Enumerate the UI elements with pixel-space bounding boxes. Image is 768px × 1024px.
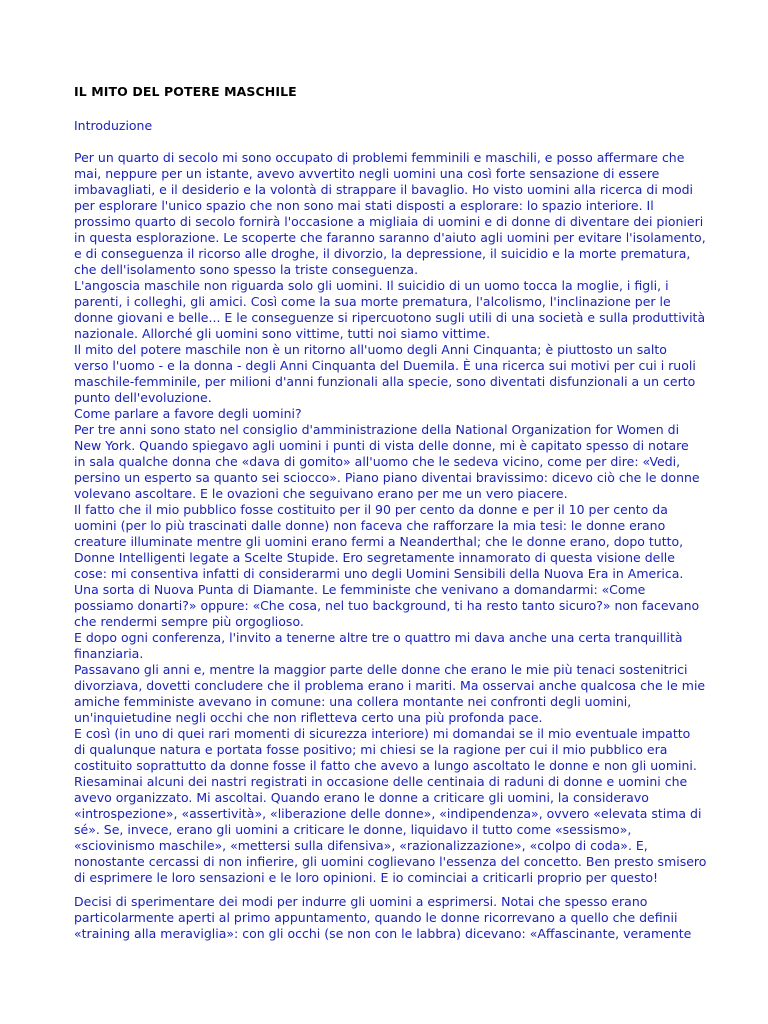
text-line: un'inquietudine negli occhi che non rifletteva certo una più profonda pace. — [74, 710, 543, 725]
text-line: maschile-femminile, per milioni d'anni funzionali alla specie, sono diventati disfunzionali a un certo — [74, 374, 696, 389]
text-line: per esplorare l'unico spazio che non sono mai stati disposti a esplorare: lo spazio interiore. Il — [74, 198, 654, 213]
text-line: amiche femministe avevano in comune: una collera montante nei confronti degli uomini, — [74, 694, 632, 709]
text-line: Il mito del potere maschile non è un ritorno all'uomo degli Anni Cinquanta; è piuttosto un salto — [74, 342, 667, 357]
text-line: L'angoscia maschile non riguarda solo gli uomini. Il suicidio di un uomo tocca la moglie, i figli, i — [74, 278, 669, 293]
text-line: «training alla meraviglia»: con gli occhi (se non con le labbra) dicevano: «Affascinante, veramente — [74, 926, 692, 941]
text-line: di esprimere le loro sensazioni e le loro opinioni. E io cominciai a criticarli proprio per questo! — [74, 870, 659, 885]
text-line: E così (in uno di quei rari momenti di sicurezza interiore) mi domandai se il mio eventuale impatto — [74, 726, 691, 741]
text-line: prossimo quarto di secolo fornirà l'occasione a migliaia di uomini e di donne di diventare dei pionieri — [74, 214, 704, 229]
text-line: mai, neppure per un istante, avevo avvertito negli uomini una così forte sensazione di essere — [74, 166, 660, 181]
text-line: imbavagliati, e il desiderio e la volontà di strappare il bavaglio. Ho visto uomini alla ricerca di modi — [74, 182, 693, 197]
text-line: «introspezione», «assertività», «liberazione delle donne», «indipendenza», ovvero «elevata stima di — [74, 806, 702, 821]
text-line: uomini (per lo più trascinati dalle donne) non faceva che rafforzare la mia tesi: le donne erano — [74, 518, 666, 533]
text-line: Passavano gli anni e, mentre la maggior parte delle donne che erano le mie più tenaci sostenitrici — [74, 662, 688, 677]
text-line: E dopo ogni conferenza, l'invito a tenerne altre tre o quattro mi dava anche una certa tranquillità — [74, 630, 683, 645]
closing-paragraph — [74, 894, 696, 942]
text-line: Il fatto che il mio pubblico fosse costituito per il 90 per cento da donne e per il 10 per cento da — [74, 502, 668, 517]
text-line: costituito soprattutto da donne fosse il fatto che avevo a lungo ascoltato le donne e non gli uomini. — [74, 758, 697, 773]
text-line: e di conseguenza il ricorso alle droghe, il divorzio, la depressione, il suicidio e la morte prematura, — [74, 246, 691, 261]
text-line: in questa esplorazione. Le scoperte che faranno saranno d'aiuto agli uomini per evitare l'isolamento, — [74, 230, 706, 245]
text-line: divorziava, dovetti concludere che il problema erano i mariti. Ma osservai anche qualcosa che le mie — [74, 678, 706, 693]
text-line: nazionale. Allorché gli uomini sono vittime, tutti noi siamo vittime. — [74, 326, 491, 341]
document-title: IL MITO DEL POTERE MASCHILE — [74, 84, 297, 99]
text-line: sé». Se, invece, erano gli uomini a criticare le donne, liquidavo il tutto come «sessismo», — [74, 822, 632, 837]
text-line: in sala qualche donna che «dava di gomito» all'uomo che le sedeva vicino, come per dire: «Vedi, — [74, 454, 681, 469]
text-line: Una sorta di Nuova Punta di Diamante. Le femministe che venivano a domandarmi: «Come — [74, 582, 646, 597]
text-line: volevano ascoltare. E le ovazioni che seguivano erano per me un vero piacere. — [74, 486, 568, 501]
text-line: particolarmente aperti al primo appuntamento, quando le donne ricorrevano a quello che definii — [74, 910, 678, 925]
text-line: «sciovinismo maschile», «mettersi sulla difensiva», «razionalizzazione», «colpo di coda». E, — [74, 838, 648, 853]
text-line: Riesaminai alcuni dei nastri registrati in occasione delle centinaia di raduni di donne e uomini che — [74, 774, 688, 789]
text-line: di qualunque natura e portata fosse positivo; mi chiesi se la ragione per cui il mio pubblico era — [74, 742, 668, 757]
document-body — [74, 150, 707, 942]
text-line: cose: mi consentiva infatti di considerarmi uno degli Uomini Sensibili della Nuova Era in America. — [74, 566, 684, 581]
text-line: avevo organizzato. Mi ascoltai. Quando erano le donne a criticare gli uomini, la consideravo — [74, 790, 649, 805]
text-line: Donne Intelligenti legate a Scelte Stupide. Ero segretamente innamorato di questa visione delle — [74, 550, 675, 565]
text-line: che dell'isolamento sono spesso la triste conseguenza. — [74, 262, 419, 277]
text-line: Come parlare a favore degli uomini? — [74, 406, 302, 421]
text-line: Decisi di sperimentare dei modi per indurre gli uomini a esprimersi. Notai che spesso erano — [74, 894, 648, 909]
section-heading: Introduzione — [74, 118, 153, 133]
text-line: possiamo donarti?» oppure: «Che cosa, nel tuo background, ti ha resto tanto sicuro?» non facevano — [74, 598, 700, 613]
text-line: punto dell'evoluzione. — [74, 390, 212, 405]
text-line: nonostante cercassi di non infierire, gli uomini coglievano l'essenza del concetto. Ben presto smisero — [74, 854, 707, 869]
text-line: creature illuminate mentre gli uomini erano fermi a Neanderthal; che le donne erano, dopo tutto, — [74, 534, 684, 549]
text-line: che rendermi sempre più orgoglioso. — [74, 614, 304, 629]
text-line: finanziaria. — [74, 646, 144, 661]
text-line: parenti, i colleghi, gli amici. Così come la sua morte prematura, l'alcolismo, l'inclinazione per le — [74, 294, 671, 309]
text-line: persino un esperto sa quanto sei sciocco». Piano piano diventai bravissimo: dicevo ciò che le donne — [74, 470, 700, 485]
text-line: donne giovani e belle... E le conseguenze si ripercuotono sugli utili di una società e sulla produttività — [74, 310, 706, 325]
text-line: Per tre anni sono stato nel consiglio d'amministrazione della National Organization for Women di — [74, 422, 680, 437]
text-line: Per un quarto di secolo mi sono occupato di problemi femminili e maschili, e posso affermare che — [74, 150, 685, 165]
body-paragraph — [74, 150, 707, 886]
text-line: verso l'uomo - e la donna - degli Anni Cinquanta del Duemila. È una ricerca sui motivi per cui i ruoli — [74, 358, 696, 373]
text-line: New York. Quando spiegavo agli uomini i punti di vista delle donne, mi è capitato spesso di notare — [74, 438, 689, 453]
